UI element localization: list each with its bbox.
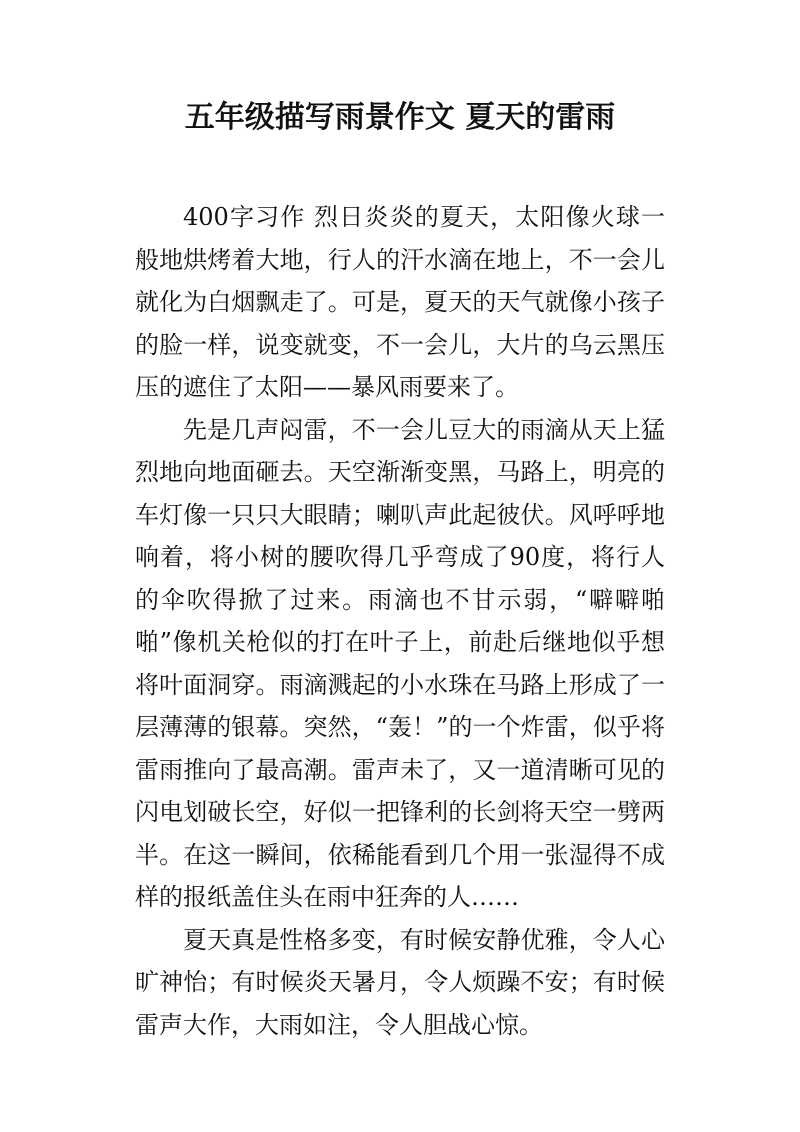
paragraph-2: 先是几声闷雷，不一会儿豆大的雨滴从天上猛烈地向地面砸去。天空渐渐变黑，马路上，明亮的车灯像一只只大眼睛；喇叭声此起彼伏。风呼呼地响着，将小树的腰吹得几乎弯成了90度，将行人的伞吹得掀了过来。雨滴也不甘示弱，“噼噼啪啪”像机关枪似的打在叶子上，前赴后继地似乎想将叶面洞穿。雨滴溅起的小水珠在马路上形成了一层薄薄的银幕。突然，“轰！”的一个炸雷，似乎将雷雨推向了最高潮。雷声未了，又一道清晰可见的闪电划破长空，好似一把锋利的长剑将天空一劈两半。在这一瞬间，依稀能看到几个用一张湿得不成样的报纸盖住头在雨中狂奔的人…… — [135, 415, 665, 911]
paragraph-1: 400字习作 烈日炎炎的夏天，太阳像火球一般地烘烤着大地，行人的汗水滴在地上，不一会儿就化为白烟飘走了。可是，夏天的天气就像小孩子的脸一样，说变就变，不一会儿，大片的乌云黑压压的遮住了太阳——暴风雨要来了。 — [135, 203, 665, 401]
paragraph-3: 夏天真是性格多变，有时候安静优雅，令人心旷神怡；有时候炎天暑月，令人烦躁不安；有时候雷声大作，大雨如注，令人胆战心惊。 — [135, 925, 665, 1039]
document-title: 五年级描写雨景作文 夏天的雷雨 — [184, 100, 616, 135]
document-body — [135, 196, 665, 1046]
